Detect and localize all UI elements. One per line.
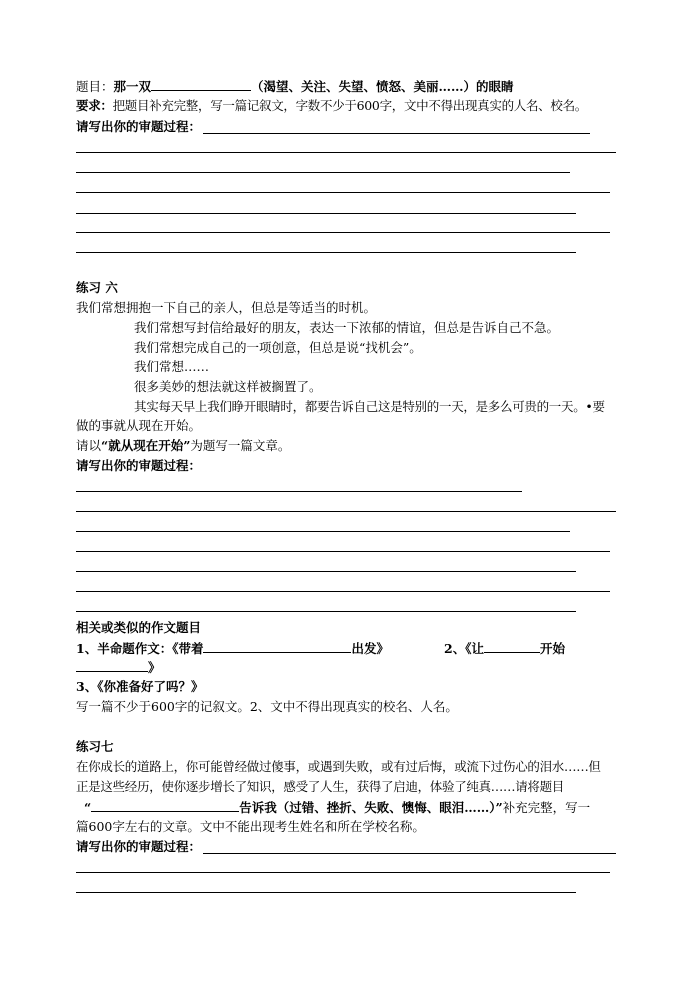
ex6-answer-line-4[interactable]	[76, 551, 610, 552]
related-item-2-blank-2[interactable]	[76, 659, 148, 672]
ex6-paragraph-6: 其实每天早上我们睁开眼睛时，都要告诉自己这是特别的一天，是多么可贵的一天。•要	[134, 399, 605, 414]
related-item-2	[444, 640, 565, 657]
topic1-title-prefix: 题目：	[76, 79, 114, 94]
topic1-answer-line-1[interactable]	[203, 133, 590, 134]
ex7-line-1: 在你成长的道路上，你可能曾经做过傻事，或遇到失败，或有过后悔，或流下过伤心的泪水……但	[76, 759, 601, 774]
topic1-req-label: 要求：	[76, 98, 113, 113]
ex6-paragraph-3: 我们常想完成自己的一项创意，但总是说“找机会”。	[134, 340, 422, 355]
ex6-instruction-title: “就从现在开始”	[101, 438, 191, 453]
related-item-3: 3、《你准备好了吗？》	[76, 679, 204, 694]
ex7-line-4: 篇600字左右的文章。文中不能出现考生姓名和所在学校名称。	[76, 819, 425, 834]
ex6-paragraph-1: 我们常想拥抱一下自己的亲人，但总是等适当的时机。	[76, 300, 377, 315]
ex6-answer-line-7[interactable]	[76, 611, 576, 612]
ex6-paragraph-7: 做的事就从现在开始。	[76, 418, 202, 433]
ex7-answer-line-3[interactable]	[76, 892, 576, 893]
ex6-prompt: 请写出你的审题过程：	[76, 458, 202, 473]
topic1-answer-line-7[interactable]	[76, 252, 576, 253]
ex7-line-3-c: 补充完整，写一	[502, 800, 591, 815]
ex6-instruction-a: 请以	[76, 438, 102, 453]
topic1-answer-line-3[interactable]	[76, 172, 570, 173]
ex7-line-2: 正是这些经历，使你逐步增长了知识，感受了人生，获得了启迪，体验了纯真……请将题目	[76, 779, 565, 794]
related-item-2-c: 》	[148, 660, 161, 675]
topic1-requirement	[76, 98, 587, 114]
related-item-2-end	[76, 659, 161, 676]
topic1-req-text: 把题目补充完整，写一篇记叙文，字数不少于600字，文中不得出现真实的人名、校名。	[112, 98, 587, 113]
ex6-answer-line-2[interactable]	[76, 511, 616, 512]
ex6-answer-line-1[interactable]	[76, 491, 522, 492]
ex7-answer-line-1[interactable]	[203, 853, 616, 854]
ex7-line-3-bold: 告诉我（过错、挫折、失败、懊悔、眼泪……）”	[239, 800, 503, 815]
related-item-1-b: 出发》	[351, 641, 389, 656]
topic1-title	[76, 78, 514, 95]
related-heading: 相关或类似的作文题目	[76, 620, 202, 635]
topic1-answer-line-2[interactable]	[76, 152, 616, 153]
topic1-answer-line-5[interactable]	[76, 213, 576, 214]
topic1-title-bold-2: （渴望、关注、失望、愤怒、美丽……）的眼睛	[251, 79, 514, 94]
ex6-answer-line-6[interactable]	[76, 591, 610, 592]
topic1-prompt: 请写出你的审题过程：	[76, 119, 202, 134]
ex7-heading: 练习七	[76, 739, 114, 754]
ex6-heading: 练习 六	[76, 280, 118, 295]
ex7-line-3	[84, 799, 590, 816]
topic1-title-blank[interactable]	[151, 78, 251, 91]
related-item-2-b: 开始	[539, 641, 565, 656]
topic1-answer-line-6[interactable]	[76, 232, 610, 233]
ex6-paragraph-2: 我们常想写封信给最好的朋友，表达一下浓郁的情谊，但总是告诉自己不急。	[134, 320, 560, 335]
ex6-answer-line-5[interactable]	[76, 571, 576, 572]
topic1-answer-line-4[interactable]	[76, 192, 610, 193]
ex7-answer-line-2[interactable]	[76, 872, 610, 873]
ex6-instruction	[76, 438, 290, 454]
related-item-2-blank[interactable]	[484, 640, 540, 653]
ex6-answer-line-3[interactable]	[76, 531, 570, 532]
ex6-instruction-c: 为题写一篇文章。	[190, 438, 291, 453]
related-item-1	[76, 640, 389, 657]
related-item-1-a: 1、半命题作文：《带着	[76, 641, 204, 656]
topic1-title-bold-1: 那一双	[113, 79, 152, 94]
ex6-paragraph-5: 很多美妙的想法就这样被搁置了。	[134, 379, 322, 394]
ex7-line-3-open-quote: “	[84, 800, 92, 815]
ex6-paragraph-4: 我们常想……	[134, 359, 210, 374]
related-note: 写一篇不少于600字的记叙文。2、文中不得出现真实的校名、人名。	[76, 699, 458, 714]
ex7-title-blank[interactable]	[91, 799, 239, 812]
related-item-1-blank[interactable]	[203, 640, 351, 653]
ex7-prompt: 请写出你的审题过程：	[76, 839, 202, 854]
related-item-2-a: 2、《让	[444, 641, 484, 656]
